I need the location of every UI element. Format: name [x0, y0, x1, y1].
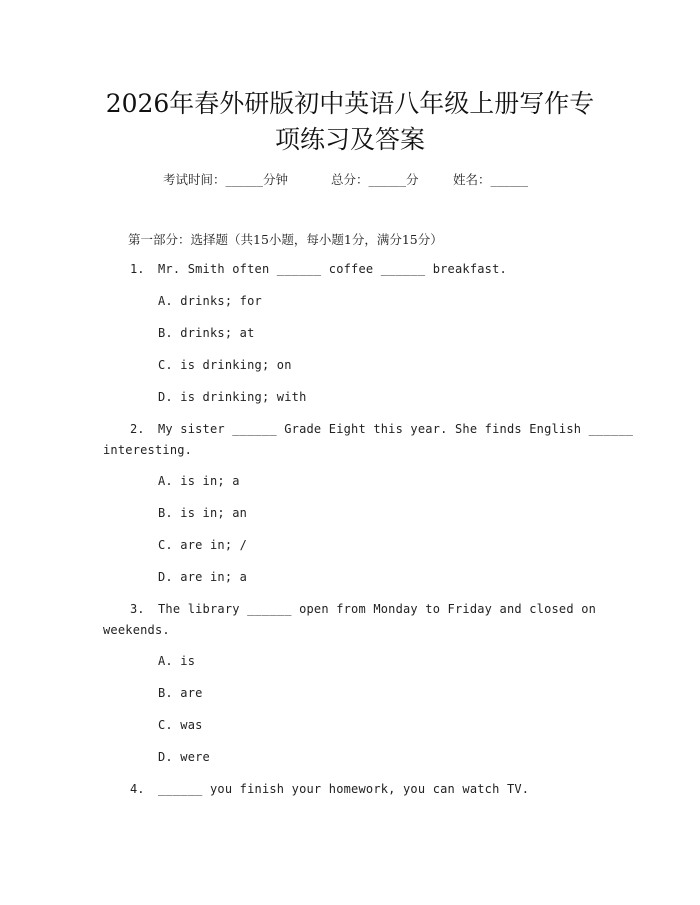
question-text: Mr. Smith often ______ coffee ______ breakfast. — [158, 262, 507, 276]
option-d: D. is drinking; with — [158, 390, 307, 404]
question-number: 4. — [130, 782, 145, 796]
question-number: 3. — [130, 602, 145, 616]
document-title-line2: 项练习及答案 — [274, 125, 425, 154]
option-c: C. are in; / — [158, 538, 248, 552]
question-text: My sister ______ Grade Eight this year. She finds English ______ — [158, 422, 634, 436]
option-c: C. is drinking; on — [158, 358, 292, 372]
option-a: A. is in; a — [158, 474, 240, 488]
document-title-line1: 2026年春外研版初中英语八年级上册写作专 — [105, 89, 595, 118]
option-b: B. are — [158, 686, 203, 700]
option-a: A. is — [158, 654, 196, 668]
question-text-continued: interesting. — [103, 443, 193, 457]
option-c: C. was — [158, 718, 203, 732]
option-d: D. are in; a — [158, 570, 248, 584]
question-text: The library ______ open from Monday to Friday and closed on — [158, 602, 597, 616]
student-name-field: 姓名：______ — [453, 172, 529, 187]
option-d: D. were — [158, 750, 210, 764]
question-number: 2. — [130, 422, 145, 436]
option-b: B. is in; an — [158, 506, 248, 520]
total-score-field: 总分：______分 — [331, 172, 419, 187]
option-b: B. drinks; at — [158, 326, 255, 340]
question-number: 1. — [130, 262, 145, 276]
option-a: A. drinks; for — [158, 294, 262, 308]
section-header: 第一部分：选择题（共15小题，每小题1分，满分15分） — [128, 232, 443, 247]
question-text: ______ you finish your homework, you can watch TV. — [158, 782, 530, 796]
exam-time-field: 考试时间：______分钟 — [163, 172, 289, 187]
question-text-continued: weekends. — [103, 623, 170, 637]
